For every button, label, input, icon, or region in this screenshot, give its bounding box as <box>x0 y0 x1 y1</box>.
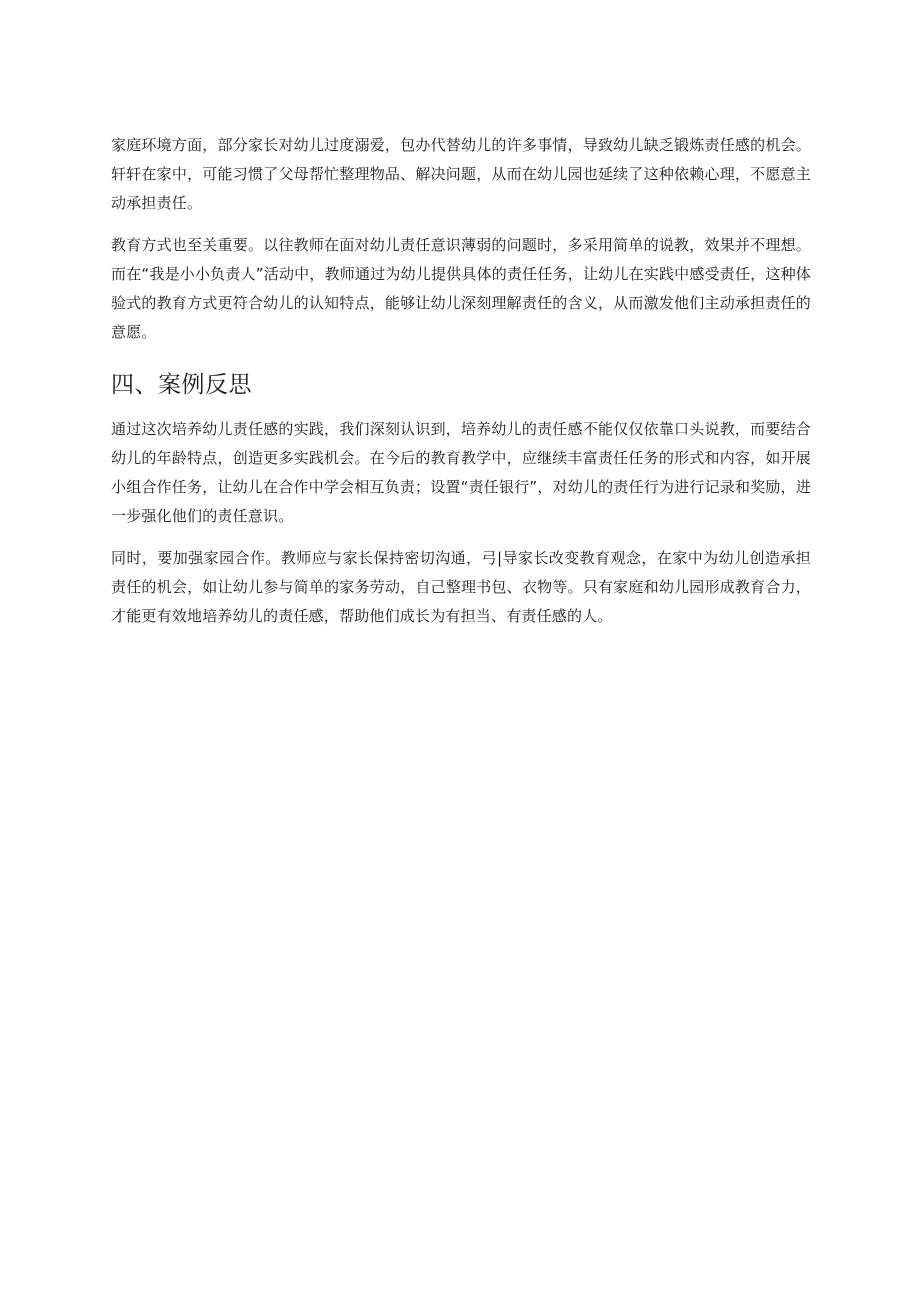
paragraph-education-method: 教育方式也至关重要。以往教师在面对幼儿责任意识薄弱的问题时，多采用简单的说教，效果并不理想。而在“我是小小负责人”活动中，教师通过为幼儿提供具体的责任任务，让幼儿在实践中感受责任，这种体验式的教育方式更符合幼儿的认知特点，能够让幼儿深刻理解责任的含义，从而激发他们主动承担责任的意愿。 <box>111 236 811 341</box>
document-body <box>111 131 811 644</box>
paragraph-practice-reflection: 通过这次培养幼儿责任感的实践，我们深刻认识到，培养幼儿的责任感不能仅仅依靠口头说教，而要结合幼儿的年龄特点，创造更多实践机会。在今后的教育教学中，应继续丰富责任任务的形式和内容，如开展小组合作任务，让幼儿在合作中学会相互负责；设置“责任银行”，对幼儿的责任行为进行记录和奖励，进一步强化他们的责任意识。 <box>111 420 811 525</box>
paragraph-home-school-cooperation: 同时，要加强家园合作。教师应与家长保持密切沟通，弓|导家长改变教育观念，在家中为幼儿创造承担责任的机会，如让幼儿参与简单的家务劳动，自己整理书包、衣物等。只有家庭和幼儿园形成教育合力，才能更有效地培养幼儿的责任感，帮助他们成长为有担当、有责任感的人。 <box>111 549 811 625</box>
section-heading-case-reflection: 四、案例反思 <box>111 372 252 398</box>
paragraph-family-environment: 家庭环境方面，部分家长对幼儿过度溺爱，包办代替幼儿的许多事情，导致幼儿缺乏锻炼责任感的机会。轩轩在家中，可能习惯了父母帮忙整理物品、解决问题，从而在幼儿园也延续了这种依赖心理，不愿意主动承担责任。 <box>111 136 811 212</box>
